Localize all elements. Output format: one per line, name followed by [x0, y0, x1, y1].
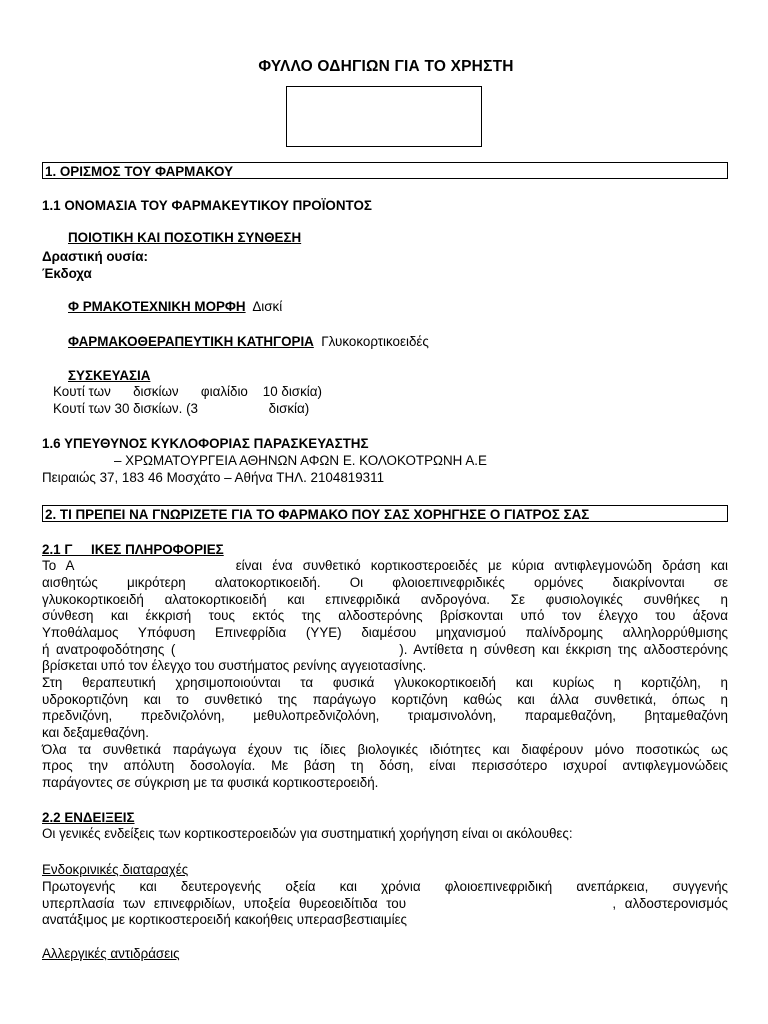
- heading-1-4-text: ΦΑΡΜΑΚΟΘΕΡΑΠΕΥΤΙΚΗ ΚΑΤΗΓΟΡΙΑ: [68, 334, 314, 349]
- package-line-1: Κουτί των δισκίων φιαλίδιο 10 δισκία): [53, 384, 322, 399]
- heading-1-6: 1.6 ΥΠΕΥΘΥΝΟΣ ΚΥΚΛΟΦΟΡΙΑΣ ΠΑΡΑΣΚΕΥΑΣΤΗΣ: [42, 436, 369, 451]
- dosage-form-value: Δισκί: [252, 299, 283, 314]
- paragraph-line: Πρωτογενής και δευτερογενής οξεία και χρόνια φλοιοεπινεφριδική ανεπάρκεια, συγγενής: [42, 879, 728, 894]
- heading-1-3: [42, 299, 282, 315]
- section-1-header: 1. ΟΡΙΣΜΟΣ ΤΟΥ ΦΑΡΜΑΚΟΥ: [42, 162, 728, 179]
- excipients-label: Έκδοχα: [42, 266, 92, 281]
- paragraph-line: βρίσκεται υπό τον έλεγχο του συστήματος ρενίνης αγγειοτασίνης.: [42, 658, 427, 673]
- heading-1-2-text: ΠΟΙΟΤΙΚΗ ΚΑΙ ΠΟΣΟΤΙΚΗ ΣΥΝΘΕΣΗ: [68, 230, 302, 245]
- document-title: ΦΥΛΛΟ ΟΔΗΓΙΩΝ ΓΙΑ ΤΟ ΧΡΗΣΤΗ: [258, 58, 514, 75]
- package-line-2: Κουτί των 30 δισκίων. (3 δισκία): [53, 401, 310, 416]
- mah-address-line: Πειραιώς 37, 183 46 Μοσχάτο – Αθήνα ΤΗΛ. 2104819311: [42, 470, 385, 485]
- heading-1-5-text: ΣΥΣΚΕΥΑΣΙΑ: [68, 368, 151, 383]
- subheading-endocrine-disorders: Ενδοκρινικές διαταραχές: [42, 862, 189, 877]
- heading-1-2: [42, 230, 301, 246]
- paragraph-line: και δεξαμεθαζόνη.: [42, 725, 149, 740]
- therapeutic-category-value: Γλυκοκορτικοειδές: [321, 334, 429, 349]
- paragraph-line: γλυκοκορτικοειδή αλατοκορτικοειδή και επινεφριδικά ανδρογόνα. Σε φυσιολογικές συνθήκες η: [42, 592, 728, 607]
- paragraph-line: προς την απόλυτη δοσολογία. Με βάση τη δόση, είναι περισσότερο ισχυροί αντιφλεγμονώδεις: [42, 758, 728, 773]
- paragraph-line: ή ανατροφοδότησης ( ). Αντίθετα η σύνθεση και έκκριση της αλδοστερόνης: [42, 642, 728, 657]
- paragraph-line: Το Α είναι ένα συνθετικό κορτικοστεροειδές με κύρια αντιφλεγμονώδη δράση και: [42, 558, 728, 573]
- heading-1-5: [42, 368, 150, 384]
- section-2-header: 2. ΤΙ ΠΡΕΠΕΙ ΝΑ ΓΝΩΡΙΖΕΤΕ ΓΙΑ ΤΟ ΦΑΡΜΑΚΟ ΠΟΥ ΣΑΣ ΧΟΡΗΓΗΣΕ Ο ΓΙΑΤΡΟΣ ΣΑΣ: [42, 505, 728, 522]
- paragraph-line: Όλα τα συνθετικά παράγωγα έχουν τις ίδιες βιολογικές ιδιότητες και διαφέρουν μόνο ποσοτικώς ως: [42, 742, 728, 757]
- paragraph-line: αισθητώς μικρότερη αλατοκορτικοειδή. Οι φλοιοεπινεφριδικές ορμόνες διακρίνονται σε: [42, 575, 728, 590]
- paragraph-line: ανατάξιμος με κορτικοστεροειδή κακοήθεις υπερασβεστιαιμίες: [42, 912, 407, 927]
- paragraph-line: πρεδνιζόνη, πρεδνιζολόνη, μεθυλοπρεδνιζολόνη, τριαμσινολόνη, παραμεθαζόνη, βηταμεθαζόνη: [42, 708, 728, 723]
- heading-1-3-text: Φ ΡΜΑΚΟΤΕΧΝΙΚΗ ΜΟΡΦΗ: [68, 299, 246, 314]
- paragraph-line: παράγοντες σε σύγκριση με τα φυσικά κορτικοστεροειδή.: [42, 775, 379, 790]
- paragraph-line: Υποθάλαμος Υπόφυση Επινεφρίδια (ΥΥΕ) διαμέσου μηχανισμού παλίνδρομης αλληλορρύθμισης: [42, 625, 728, 640]
- indications-intro: Οι γενικές ενδείξεις των κορτικοστεροειδών για συστηματική χορήγηση είναι οι ακόλουθες:: [42, 826, 573, 841]
- paragraph-line: υδροκορτιζόνη και το συνθετικό της παράγωγο κορτιζόνη καθώς και άλλα συνθετικά, όπως η: [42, 692, 728, 707]
- active-substance-label: Δραστική ουσία:: [42, 249, 148, 264]
- subheading-allergic-reactions: Αλλεργικές αντιδράσεις: [42, 946, 180, 961]
- heading-2-2: 2.2 ΕΝΔΕΙΞΕΙΣ: [42, 810, 135, 825]
- mah-company-line: – ΧΡΩΜΑΤΟΥΡΓΕΙΑ ΑΘΗΝΩΝ ΑΦΩΝ Ε. ΚΟΛΟΚΟΤΡΩΝΗ Α.Ε: [114, 453, 487, 468]
- paragraph-line: υπερπλασία των επινεφριδίων, υποξεία θυρεοειδίτιδα του , αλδοστερονισμός: [42, 896, 728, 911]
- paragraph-line: σύνθεση και έκκρισή τους εκτός της αλδοστερόνης βρίσκονται υπό τον έλεγχο του άξονα: [42, 608, 728, 623]
- logo-placeholder-box: [286, 86, 482, 147]
- paragraph-line: Στη θεραπευτική χρησιμοποιούνται τα φυσικά γλυκοκορτικοειδή και κυρίως η κορτιζόλη, η: [42, 675, 728, 690]
- heading-2-1: 2.1 Γ ΙΚΕΣ ΠΛΗΡΟΦΟΡΙΕΣ: [42, 542, 224, 557]
- heading-1-1: 1.1 ΟΝΟΜΑΣΙΑ ΤΟΥ ΦΑΡΜΑΚΕΥΤΙΚΟΥ ΠΡΟΪΟΝΤΟΣ: [42, 198, 372, 213]
- heading-1-4: [42, 334, 429, 350]
